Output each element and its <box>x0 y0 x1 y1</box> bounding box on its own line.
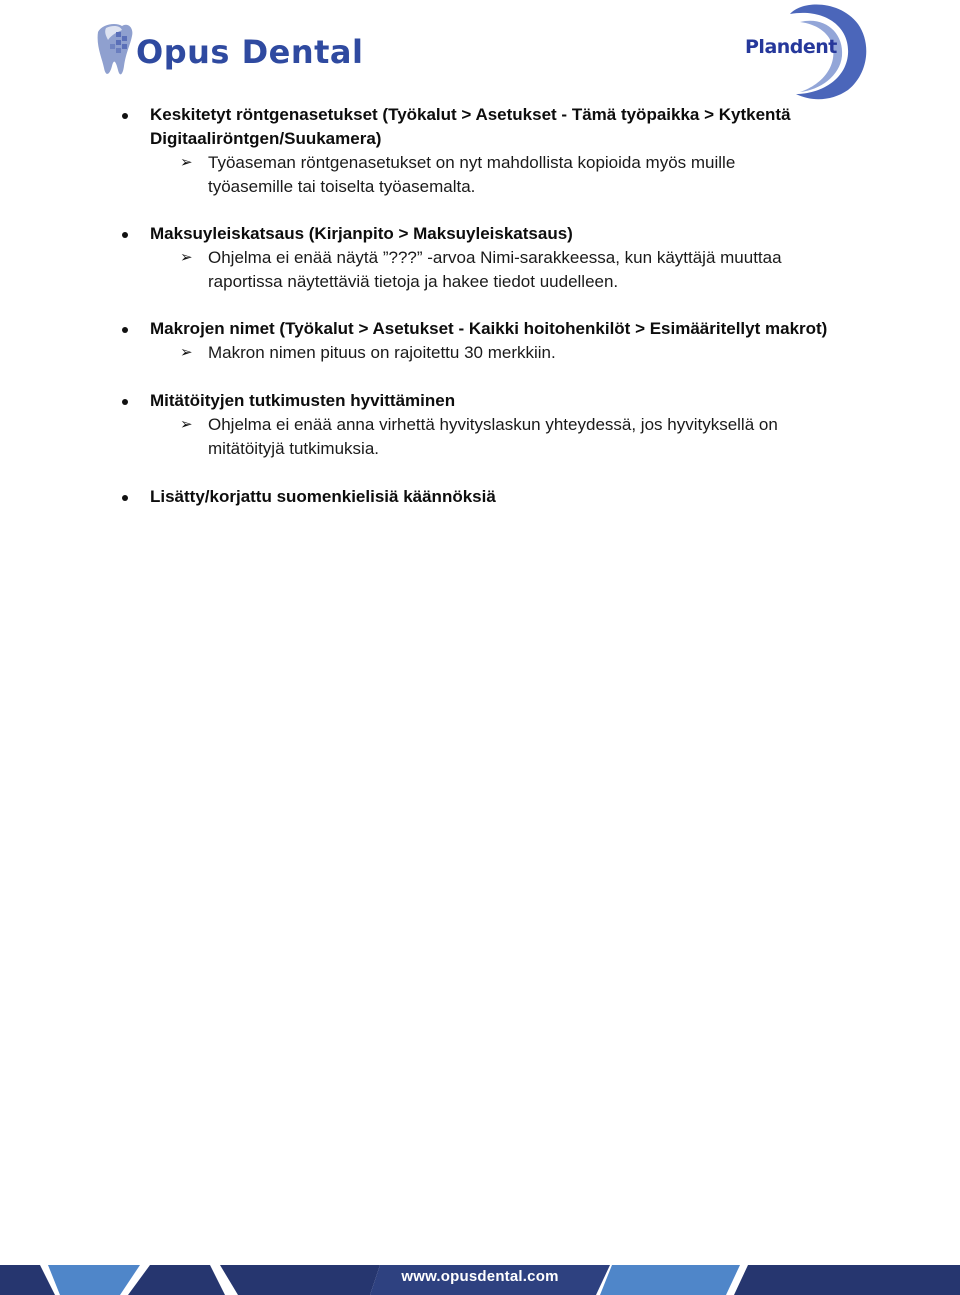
item-detail: raportissa näytettäviä tietoja ja hakee tiedot uudelleen. <box>208 272 619 291</box>
item-detail: työasemille tai toiselta työasemalta. <box>208 177 476 196</box>
item-detail: Ohjelma ei enää anna virhettä hyvityslaskun yhteydessä, jos hyvityksellä on <box>208 415 778 434</box>
arrowhead-right-icon: ➢ <box>180 249 193 266</box>
bullet-dot-icon <box>122 495 128 501</box>
arrowhead-right-icon: ➢ <box>180 344 193 361</box>
item-heading: Keskitetyt röntgenasetukset (Työkalut > Asetukset - Tämä työpaikka > Kytkentä <box>150 105 791 124</box>
bullet-dot-icon <box>122 327 128 333</box>
plandent-logo <box>740 2 870 100</box>
footer-website-link[interactable]: www.opusdental.com <box>401 1268 559 1285</box>
arrowhead-right-icon: ➢ <box>180 154 193 171</box>
arrowhead-right-icon: ➢ <box>180 416 193 433</box>
opus-dental-wordmark: Opus Dental <box>136 33 364 71</box>
tooth-logo-icon <box>92 22 136 80</box>
bullet-dot-icon <box>122 399 128 405</box>
item-heading: Maksuyleiskatsaus (Kirjanpito > Maksuyleiskatsaus) <box>150 224 573 243</box>
item-heading: Lisätty/korjattu suomenkielisiä käännöksiä <box>150 487 496 506</box>
item-detail: mitätöityjä tutkimuksia. <box>208 439 379 458</box>
item-heading: Mitätöityjen tutkimusten hyvittäminen <box>150 391 456 410</box>
bullet-dot-icon <box>122 113 128 119</box>
item-detail: Työaseman röntgenasetukset on nyt mahdollista kopioida myös muille <box>208 153 736 172</box>
bullet-dot-icon <box>122 232 128 238</box>
opus-dental-logo <box>92 22 412 82</box>
item-detail: Ohjelma ei enää näytä ”???” -arvoa Nimi-sarakkeessa, kun käyttäjä muuttaa <box>208 248 782 267</box>
item-detail: Makron nimen pituus on rajoitettu 30 merkkiin. <box>208 343 556 362</box>
item-heading: Digitaaliröntgen/Suukamera) <box>150 129 382 148</box>
plandent-wordmark: Plandent <box>745 36 837 58</box>
item-heading: Makrojen nimet (Työkalut > Asetukset - Kaikki hoitohenkilöt > Esimääritellyt makrot) <box>150 319 828 338</box>
